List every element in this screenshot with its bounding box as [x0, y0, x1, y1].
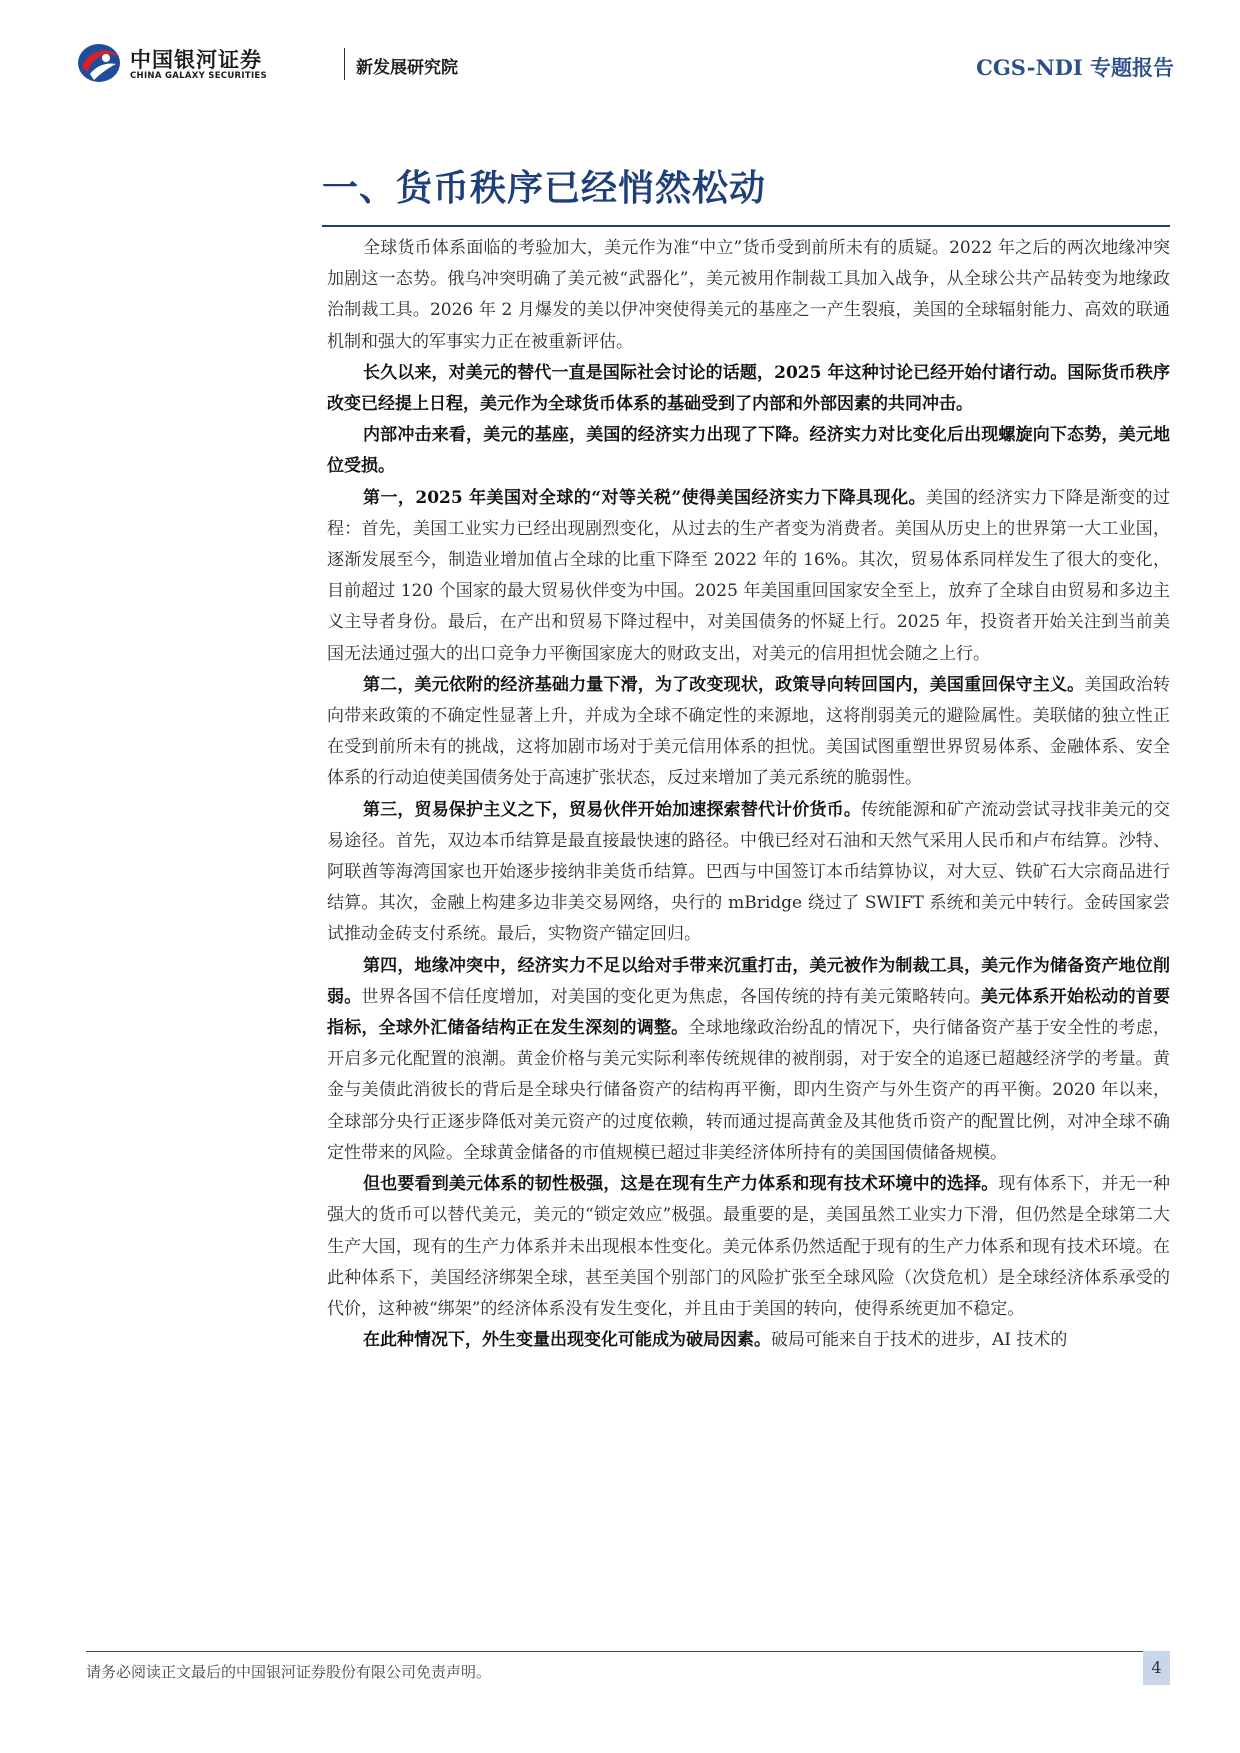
paragraph-lead: 第三，贸易保护主义之下，贸易伙伴开始加速探索替代计价货币。: [363, 799, 862, 820]
paragraph-6: [327, 795, 1170, 951]
logo-chinese-name: 中国银河证券: [130, 48, 262, 72]
paragraph-lead: 第一，2025 年美国对全球的“对等关税”使得美国经济实力下降具现化。: [363, 487, 927, 508]
section-title: 一、货币秩序已经悄然松动: [322, 168, 767, 209]
paragraph-text-2: 全球地缘政治纷乱的情况下，央行储备资产基于安全性的考虑，开启多元化配置的浪潮。黄金价格与美元实际利率传统规律的被削弱，对于安全的追逐已超越经济学的考量。黄金与美债此消彼长的背后是全球央行储备资产的结构再平衡，即内生资产与外生资产的再平衡。2020 年以来，全球部分央行正逐步降低对美元资产的过度依赖，转而通过提高黄金及其他货币资产的配置比例，对冲全球不确定性带来的风险。全球黄金储备的市值规模已超过非美经济体所持有的美国国债储备规模。: [327, 1018, 1170, 1163]
galaxy-logo-icon: [76, 42, 122, 84]
page-number: 4: [1143, 1651, 1170, 1685]
paragraph-3: [327, 420, 1170, 482]
header-divider: [344, 48, 345, 80]
paragraph-text: 全球货币体系面临的考验加大，美元作为准“中立”货币受到前所未有的质疑。2022 年之后的两次地缘冲突加剧这一态势。俄乌冲突明确了美元被“武器化”，美元被用作制裁工具加入战争，从全球公共产品转变为地缘政治制裁工具。2026 年 2 月爆发的美以伊冲突使得美元的基座之一产生裂痕，美国的全球辐射能力、高效的联通机制和强大的军事实力正在被重新评估。: [327, 238, 1170, 352]
paragraph-text: 现有体系下，并无一种强大的货币可以替代美元，美元的“锁定效应”极强。最重要的是，美国虽然工业实力下滑，但仍然是全球第二大生产大国，现有的生产力体系并未出现根本性变化。美元体系仍然适配于现有的生产力体系和现有技术环境。在此种体系下，美国经济绑架全球，甚至美国个别部门的风险扩张至全球风险（次贷危机）是全球经济体系承受的代价，这种被“绑架”的经济体系没有发生变化，并且由于美国的转向，使得系统更加不稳定。: [327, 1174, 1171, 1319]
footer-disclaimer: 请务必阅读正文最后的中国银河证券股份有限公司免责声明。: [86, 1663, 492, 1681]
paragraph-1: [327, 233, 1170, 358]
paragraph-lead: 第二，美元依附的经济基础力量下滑，为了改变现状，政策导向转回国内，美国重回保守主义。: [363, 674, 1085, 695]
report-type-label: CGS-NDI 专题报告: [976, 55, 1174, 80]
paragraph-8: [327, 1169, 1170, 1325]
paragraph-text: 美国政治转向带来政策的不确定性显著上升，并成为全球不确定性的来源地，这将削弱美元的避险属性。美联储的独立性正在受到前所未有的挑战，这将加剧市场对于美元信用体系的担忧。美国试图重塑世界贸易体系、金融体系、安全体系的行动迫使美国债务处于高速扩张状态，反过来增加了美元系统的脆弱性。: [327, 674, 1171, 789]
paragraph-7: [327, 951, 1170, 1169]
paragraph-4: [327, 483, 1170, 670]
paragraph-text: 传统能源和矿产流动尝试寻找非美元的交易途径。首先，双边本币结算是最直接最快速的路径。中俄已经对石油和天然气采用人民币和卢布结算。沙特、阿联酋等海湾国家也开始逐步接纳非美货币结算。巴西与中国签订本币结算协议，对大豆、铁矿石大宗商品进行结算。其次，金融上构建多边非美交易网络，央行的 mBridge 绕过了 SWIFT 系统和美元中转行。金砖国家尝试推动金砖支付系统。最后，实物资产锚定回归。: [327, 799, 1171, 945]
paragraph-text: 美国的经济实力下降是渐变的过程：首先，美国工业实力已经出现剧烈变化，从过去的生产者变为消费者。美国从历史上的世界第一大工业国，逐渐发展至今，制造业增加值占全球的比重下降至 2022 年的 16%。其次，贸易体系同样发生了很大的变化，目前超过 120 个国家的最大贸易伙伴变为中国。2025 年美国重回国家安全至上，放弃了全球自由贸易和多边主义主导者身份。最后，在产出和贸易下降过程中，对美国债务的怀疑上行。2025 年，投资者开始关注到当前美国无法通过强大的出口竞争力平衡国家庞大的财政支出，对美元的信用担忧会随之上行。: [327, 487, 1171, 664]
paragraph-lead: 但也要看到美元体系的韧性极强，这是在现有生产力体系和现有技术环境中的选择。: [363, 1174, 999, 1195]
page-header: [76, 40, 1176, 90]
paragraph-lead-2: 美元体系开始松动的首要指标，全球外汇储备结构正在发生深刻的调整。: [327, 986, 1171, 1039]
logo-english-name: CHINA GALAXY SECURITIES: [130, 71, 267, 81]
paragraph-lead: 第四，地缘冲突中，经济实力不足以给对手带来沉重打击，美元被作为制裁工具，美元作为储备资产地位削弱。: [327, 955, 1170, 1007]
footer-divider: [86, 1651, 1170, 1652]
paragraph-2: [327, 358, 1170, 420]
institute-name: 新发展研究院: [356, 58, 458, 78]
paragraph-lead: 在此种情况下，外生变量出现变化可能成为破局因素。: [363, 1330, 771, 1351]
paragraph-text: 破局可能来自于技术的进步，AI 技术的: [771, 1330, 1068, 1351]
paragraph-5: [327, 670, 1170, 795]
paragraph-text: 世界各国不信任度增加，对美国的变化更为焦虑，各国传统的持有美元策略转向。: [361, 986, 981, 1007]
paragraph-9: [327, 1325, 1170, 1356]
title-underline: [322, 225, 1170, 227]
paragraph-lead: 长久以来，对美元的替代一直是国际社会讨论的话题，2025 年这种讨论已经开始付诸行动。国际货币秩序改变已经提上日程，美元作为全球货币体系的基础受到了内部和外部因素的共同冲击。: [327, 362, 1170, 415]
body-text: [327, 233, 1170, 1356]
paragraph-lead: 内部冲击来看，美元的基座，美国的经济实力出现了下降。经济实力对比变化后出现螺旋向下态势，美元地位受损。: [327, 425, 1170, 477]
